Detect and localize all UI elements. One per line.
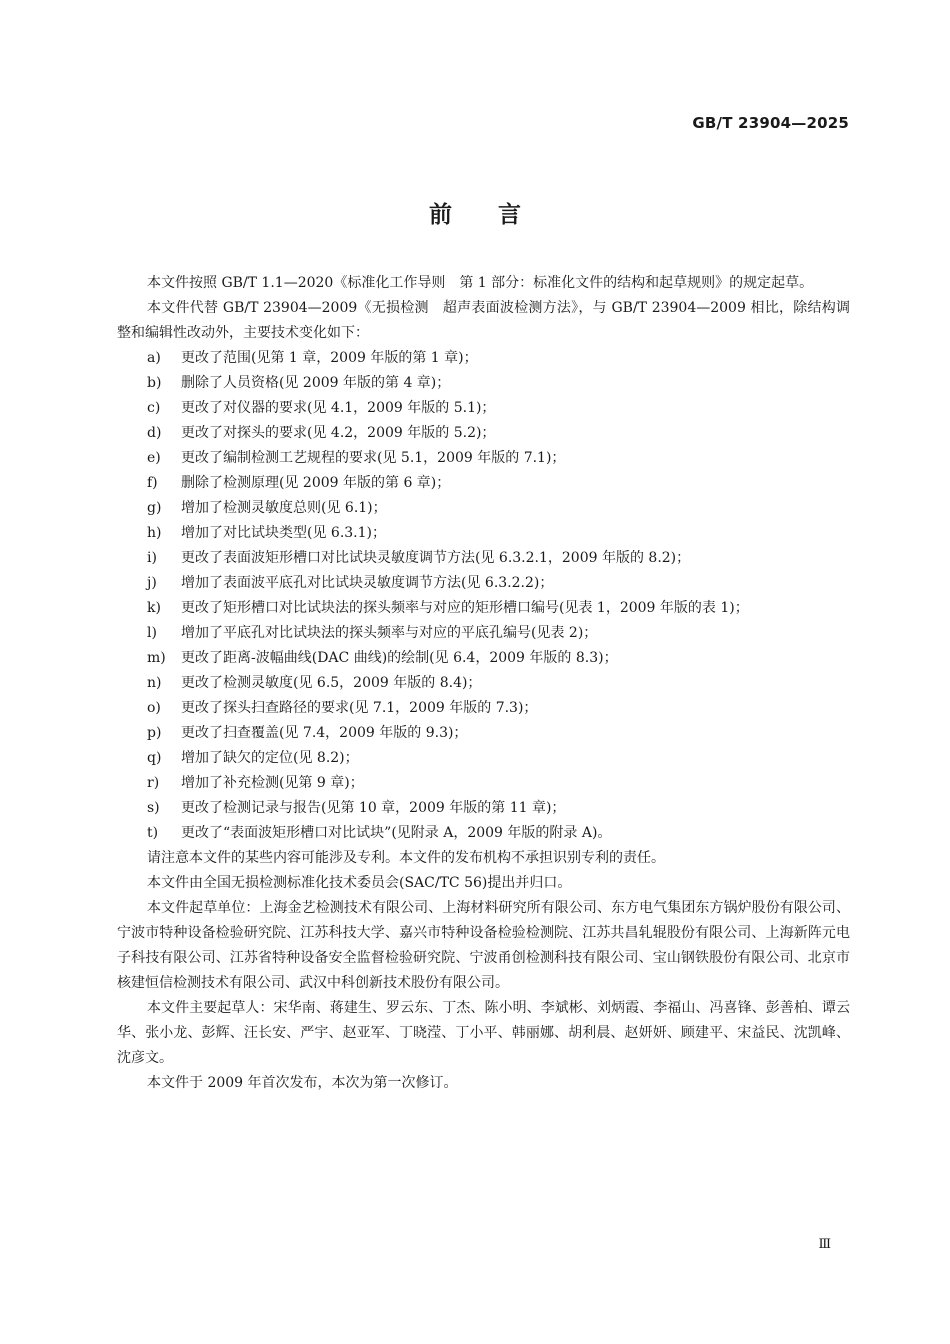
list-item [117, 621, 850, 646]
list-item-text: 删除了人员资格(见 2009 年版的第 4 章)； [181, 375, 451, 391]
list-item [117, 546, 850, 571]
list-item-text: 更改了对探头的要求(见 4.2，2009 年版的 5.2)； [181, 425, 496, 441]
list-marker: o) [147, 700, 161, 716]
list-item-text: 增加了检测灵敏度总则(见 6.1)； [181, 500, 387, 516]
list-marker: c) [147, 400, 161, 416]
list-item-text: 增加了平底孔对比试块法的探头频率与对应的平底孔编号(见表 2)； [181, 625, 598, 641]
list-item [117, 596, 850, 621]
list-item [117, 771, 850, 796]
intro-paragraph-2: 本文件代替 GB/T 23904—2009《无损检测 超声表面波检测方法》，与 GB/T 23904—2009 相比，除结构调整和编辑性改动外，主要技术变化如下： [117, 300, 850, 341]
list-marker: s) [147, 800, 160, 816]
list-item [117, 746, 850, 771]
list-item [117, 471, 850, 496]
list-item-text: 更改了距离-波幅曲线(DAC 曲线)的绘制(见 6.4，2009 年版的 8.3)； [181, 650, 618, 666]
list-item-text: 增加了缺欠的定位(见 8.2)； [181, 750, 359, 766]
list-item-text: 增加了对比试块类型(见 6.3.1)； [181, 525, 386, 541]
list-item [117, 796, 850, 821]
list-marker: l) [147, 625, 157, 641]
list-item [117, 671, 850, 696]
publication-history: 本文件于 2009 年首次发布，本次为第一次修订。 [147, 1075, 458, 1091]
page-title: 前言 [429, 202, 567, 228]
list-item [117, 721, 850, 746]
list-item [117, 371, 850, 396]
list-marker: b) [147, 375, 162, 391]
list-item-text: 更改了编制检测工艺规程的要求(见 5.1，2009 年版的 7.1)； [181, 450, 566, 466]
list-item-text: 增加了补充检测(见第 9 章)； [181, 775, 364, 791]
list-item-text: 更改了“表面波矩形槽口对比试块”(见附录 A，2009 年版的附录 A)。 [181, 825, 612, 841]
list-item-text: 更改了表面波矩形槽口对比试块灵敏度调节方法(见 6.3.2.1，2009 年版的 8.2)； [181, 550, 691, 566]
list-marker: t) [147, 825, 159, 841]
intro-paragraph-1: 本文件按照 GB/T 1.1—2020《标准化工作导则 第 1 部分：标准化文件的结构和起草规则》的规定起草。 [147, 275, 814, 291]
list-item [117, 646, 850, 671]
list-item-text: 更改了矩形槽口对比试块法的探头频率与对应的矩形槽口编号(见表 1，2009 年版的表 1)； [181, 600, 749, 616]
list-marker: m) [147, 650, 166, 666]
list-item [117, 496, 850, 521]
list-item [117, 821, 850, 846]
list-marker: k) [147, 600, 161, 616]
list-marker: e) [147, 450, 161, 466]
standard-code: GB/T 23904—2025 [692, 114, 849, 132]
list-item [117, 396, 850, 421]
list-marker: f) [147, 475, 158, 491]
list-marker: n) [147, 675, 162, 691]
list-item [117, 521, 850, 546]
drafting-units: 本文件起草单位：上海金艺检测技术有限公司、上海材料研究所有限公司、东方电气集团东方锅炉股份有限公司、宁波市特种设备检验研究院、江苏科技大学、嘉兴市特种设备检验检测院、江苏共昌轧辊股份有限公司、上海新阵元电子科技有限公司、江苏省特种设备安全监督检验研究院、宁波甬创检测科技有限公司、宝山钢铁股份有限公司、北京市核建恒信检测技术有限公司、武汉中科创新技术股份有限公司。 [117, 900, 850, 991]
foreword-body [117, 271, 850, 1096]
list-item-text: 删除了检测原理(见 2009 年版的第 6 章)； [181, 475, 451, 491]
changes-list [117, 346, 850, 846]
list-item-text: 更改了检测灵敏度(见 6.5，2009 年版的 8.4)； [181, 675, 482, 691]
list-item [117, 696, 850, 721]
list-marker: d) [147, 425, 162, 441]
list-marker: i) [147, 550, 157, 566]
list-item [117, 346, 850, 371]
list-item-text: 更改了扫查覆盖(见 7.4，2009 年版的 9.3)； [181, 725, 468, 741]
main-drafters: 本文件主要起草人：宋华南、蒋建生、罗云东、丁杰、陈小明、李斌彬、刘炳霞、李福山、冯喜锋、彭善柏、谭云华、张小龙、彭辉、汪长安、严宇、赵亚军、丁晓滢、丁小平、韩丽娜、胡利晨、赵妍妍、顾建平、宋益民、沈凯峰、沈彦文。 [117, 1000, 850, 1066]
list-item-text: 更改了范围(见第 1 章，2009 年版的第 1 章)； [181, 350, 478, 366]
proposer-statement: 本文件由全国无损检测标准化技术委员会(SAC/TC 56)提出并归口。 [147, 875, 572, 891]
list-marker: q) [147, 750, 162, 766]
list-item-text: 更改了对仪器的要求(见 4.1，2009 年版的 5.1)； [181, 400, 496, 416]
list-item [117, 446, 850, 471]
page-number: Ⅲ [818, 1237, 831, 1252]
list-marker: a) [147, 350, 161, 366]
list-item [117, 421, 850, 446]
list-marker: j) [147, 575, 157, 591]
list-marker: r) [147, 775, 160, 791]
list-item-text: 增加了表面波平底孔对比试块灵敏度调节方法(见 6.3.2.2)； [181, 575, 554, 591]
list-item-text: 更改了探头扫查路径的要求(见 7.1，2009 年版的 7.3)； [181, 700, 538, 716]
list-item [117, 571, 850, 596]
list-marker: g) [147, 500, 162, 516]
list-marker: h) [147, 525, 162, 541]
list-item-text: 更改了检测记录与报告(见第 10 章，2009 年版的第 11 章)； [181, 800, 566, 816]
list-marker: p) [147, 725, 162, 741]
patent-notice: 请注意本文件的某些内容可能涉及专利。本文件的发布机构不承担识别专利的责任。 [147, 850, 665, 866]
